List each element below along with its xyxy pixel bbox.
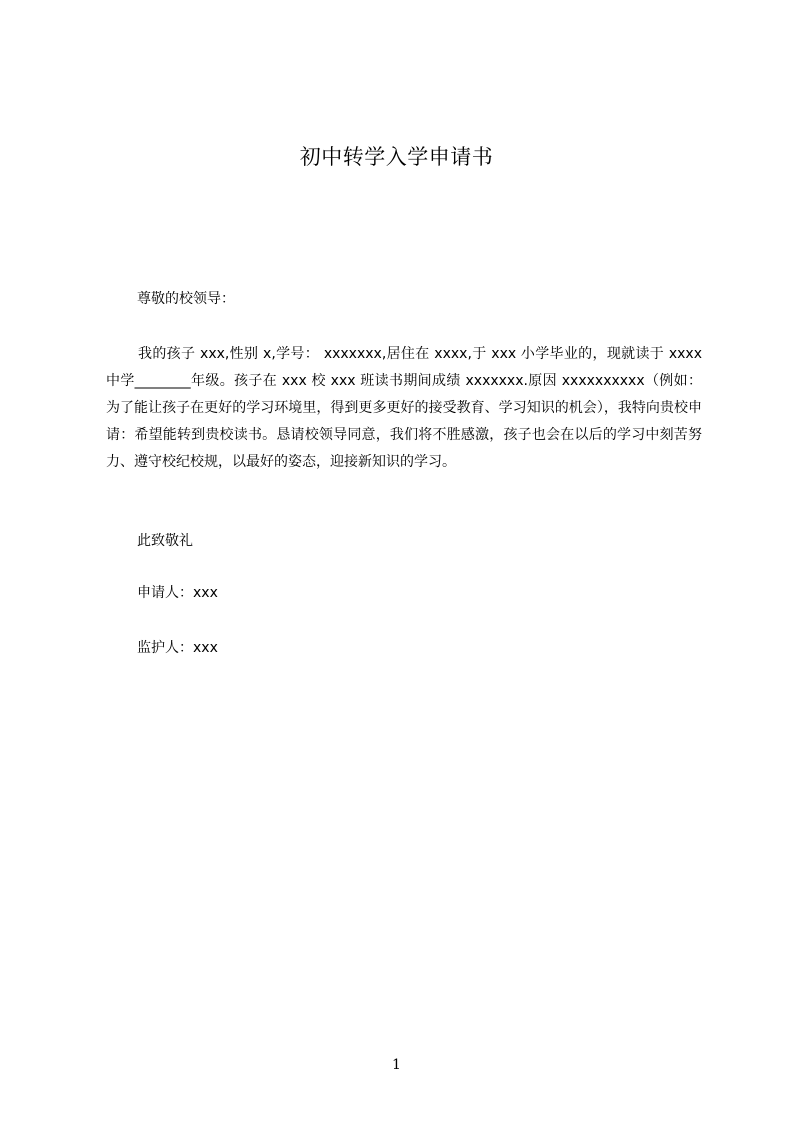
salutation: 尊敬的校领导：	[137, 291, 235, 307]
document-title: 初中转学入学申请书	[299, 145, 494, 169]
closing-line: 此致敬礼	[137, 533, 193, 549]
applicant-signature: 申请人：xxx	[137, 585, 218, 601]
body-paragraph: 我的孩子 xxx,性别 x,学号： xxxxxxx,居住在 xxxx,于 xxx 小学毕业的，现就读于 xxxx 中学________年级。孩子在 xxx 校 xxx 班读书期间成绩 xxxxxxx.原因 xxxxxxxxxx（例如：为了能让孩子在更好的学习环境里，得到更多更好的接受教育、学习知识的机会），我特向贵校申请：希望能转到贵校读书。恳请校领导同意，我们将不胜感激，孩子也会在以后的学习中刻苦努力、遵守校纪校规，以最好的姿态，迎接新知识的学习。	[106, 346, 702, 470]
page-number: 1	[392, 1057, 401, 1073]
guardian-signature: 监护人：xxx	[137, 640, 218, 656]
